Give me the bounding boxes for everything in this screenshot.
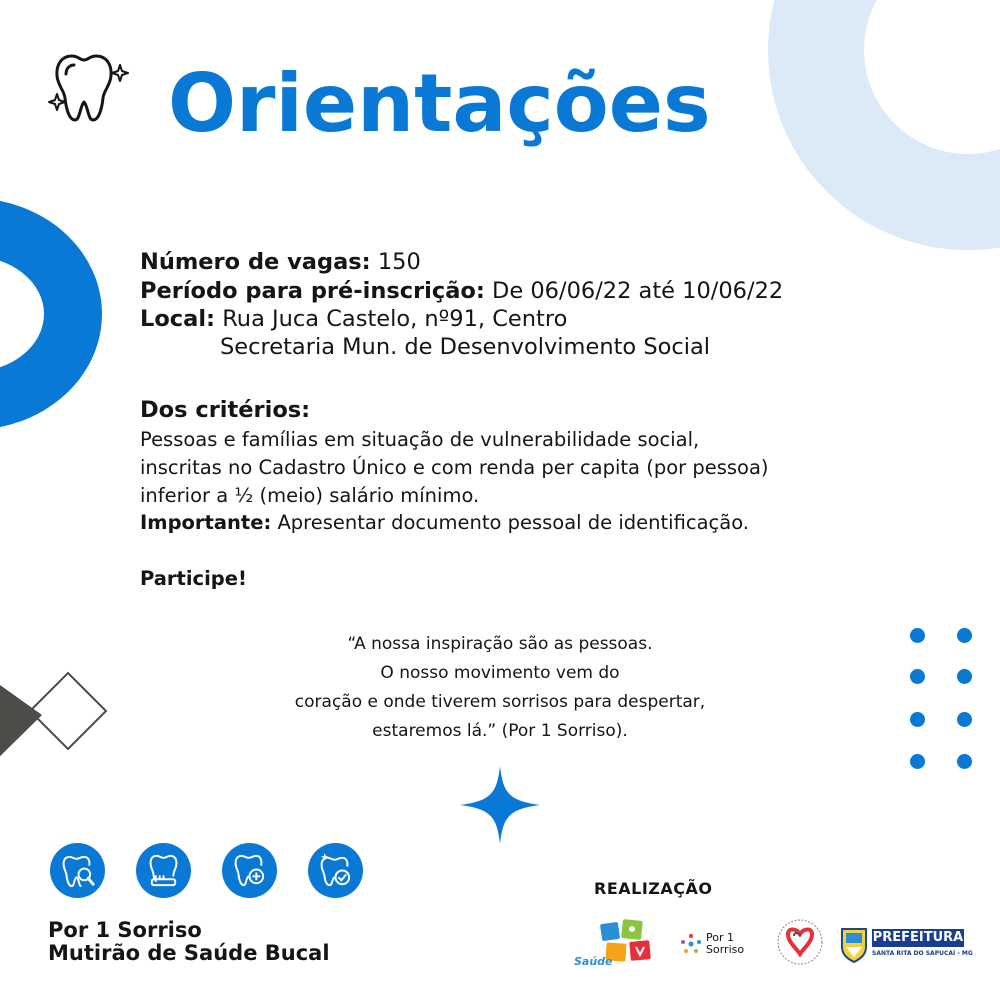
tooth-search-icon	[50, 843, 105, 898]
periodo-label: Período para pré-inscrição:	[140, 278, 485, 304]
quote-line-4: estaremos lá.” (Por 1 Sorriso).	[372, 721, 628, 741]
local-line	[140, 305, 567, 334]
quote	[160, 630, 840, 746]
participe-text: Participe!	[140, 567, 247, 590]
brand-name: Por 1 Sorriso	[48, 918, 202, 942]
quote-line-3: coração e onde tiverem sorrisos para despertar,	[294, 692, 706, 712]
page-title: Orientações	[168, 57, 711, 150]
criterios-line-2: inscritas no Cadastro Único e com renda per capita (por pessoa)	[140, 456, 769, 479]
saude-logo-text: Saúde	[574, 955, 613, 968]
periodo-line	[140, 277, 783, 306]
vagas-label: Número de vagas:	[140, 249, 371, 275]
decor-diamonds	[0, 660, 120, 770]
quote-line-2: O nosso movimento vem do	[380, 663, 620, 683]
importante-line	[140, 509, 749, 537]
brand-subtitle: Mutirão de Saúde Bucal	[48, 941, 330, 965]
por1sorriso-logo-text: Por 1 Sorriso	[706, 931, 745, 956]
importante-value: Apresentar documento pessoal de identificação.	[277, 511, 750, 534]
vagas-line	[140, 248, 421, 277]
local-line-2: Secretaria Mun. de Desenvolvimento Social	[220, 334, 711, 360]
tooth-plus-icon	[222, 843, 277, 898]
vagas-value: 150	[377, 249, 421, 275]
heart-emblem-logo	[770, 918, 830, 966]
decor-ring-top-right	[768, 0, 1000, 250]
criterios-line-3: inferior a ½ (meio) salário mínimo.	[140, 484, 480, 507]
saude-logo	[568, 917, 668, 975]
prefeitura-logo-sub: SANTA RITA DO SAPUCAÍ - MG	[872, 950, 973, 957]
criterios-heading: Dos critérios:	[140, 397, 311, 423]
periodo-value: De 06/06/22 até 10/06/22	[492, 278, 784, 304]
realizacao-label: REALIZAÇÃO	[594, 879, 713, 898]
prefeitura-logo	[838, 923, 973, 967]
tooth-sparkle-icon	[44, 48, 134, 128]
quote-line-1: “A nossa inspiração são as pessoas.	[347, 634, 653, 654]
local-label: Local:	[140, 306, 216, 332]
tooth-check-icon	[308, 843, 363, 898]
footer-brand	[48, 919, 330, 965]
importante-label: Importante:	[140, 511, 272, 534]
local-value: Rua Juca Castelo, nº91, Centro	[222, 306, 568, 332]
tooth-brush-icon	[136, 843, 191, 898]
decor-ring-left	[0, 198, 102, 430]
criterios-line-1: Pessoas e famílias em situação de vulnerabilidade social,	[140, 428, 700, 451]
prefeitura-logo-text: PREFEITURA	[872, 930, 964, 945]
por1sorriso-logo	[680, 930, 760, 960]
star-sparkle-icon	[460, 766, 540, 844]
